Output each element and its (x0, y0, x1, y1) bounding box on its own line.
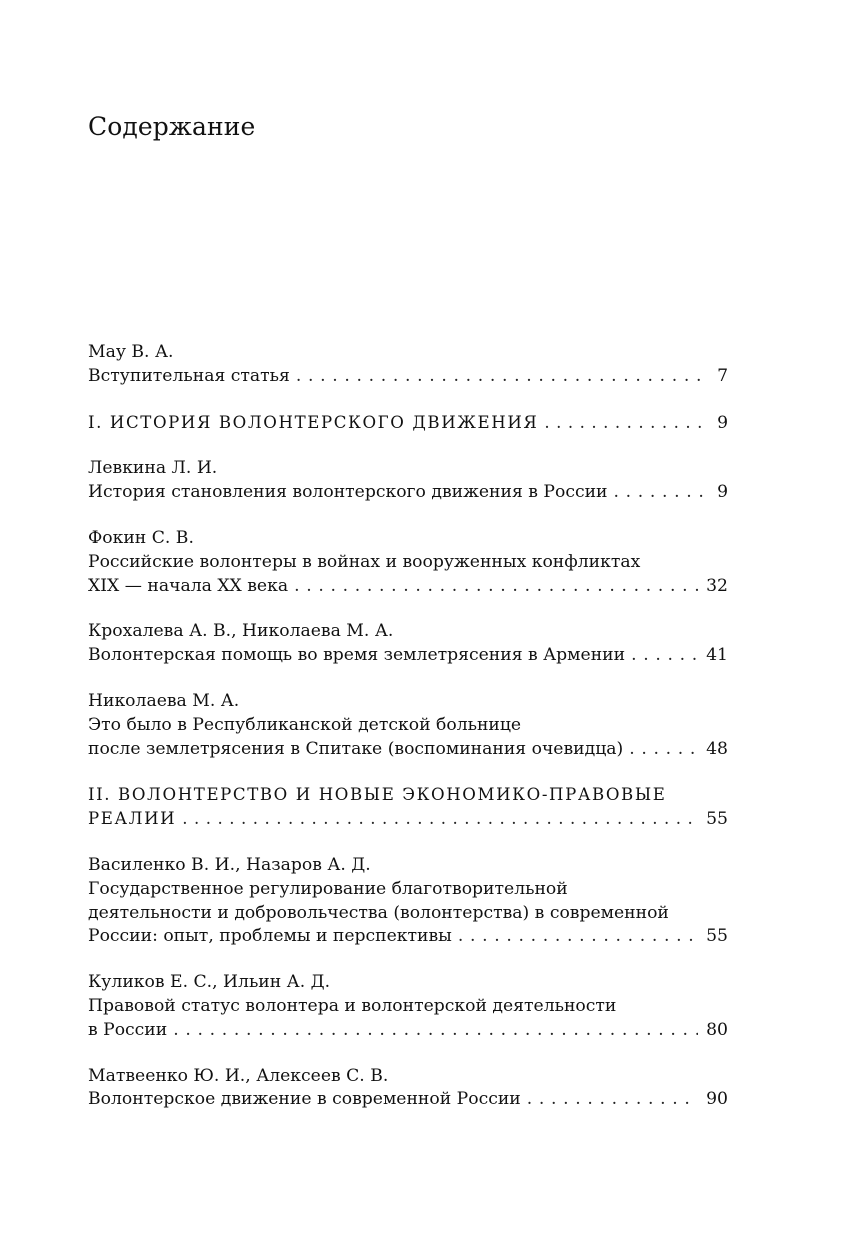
entry-author: Мау В. А. (88, 342, 174, 362)
dot-leader (176, 807, 698, 831)
entry-title-line[interactable] (88, 738, 728, 762)
toc-section (88, 783, 728, 832)
dot-leader (625, 644, 698, 668)
section-title-part: II. ВОЛОНТЕРСТВО И НОВЫЕ ЭКОНОМИКО-ПРАВОВЫЕ (88, 785, 667, 805)
toc-section (88, 411, 728, 436)
page-number: 32 (706, 575, 728, 596)
toc-entry (88, 971, 728, 1042)
entry-title-line[interactable] (88, 575, 728, 599)
entry-title-part: Это было в Республиканской детской больнице (88, 714, 522, 735)
section-title: РЕАЛИИ (88, 809, 177, 829)
entry-title-line[interactable] (88, 925, 728, 949)
entry-title-part: Государственное регулирование благотворительной (88, 878, 568, 899)
entry-title: Волонтерское движение в современной России (88, 1089, 521, 1110)
dot-leader (288, 575, 698, 599)
entry-title-part: Правовой статус волонтера и волонтерской деятельности (88, 995, 617, 1016)
entry-author: Левкина Л. И. (88, 458, 218, 479)
dot-leader (167, 1019, 698, 1043)
page-number: 55 (706, 926, 728, 947)
entry-title: Вступительная статья (88, 365, 290, 386)
section-title-line[interactable] (88, 411, 728, 436)
page-number: 41 (706, 645, 728, 666)
entry-author: Куликов Е. С., Ильин А. Д. (88, 972, 331, 993)
page-title: Содержание (88, 112, 256, 141)
entry-title: после землетрясения в Спитаке (воспоминания очевидца) (88, 738, 624, 759)
entry-title: XIX — начала XX века (88, 575, 289, 596)
entry-title-line[interactable] (88, 481, 728, 505)
toc-entry (88, 1065, 728, 1113)
toc-entry (88, 457, 728, 505)
entry-title: в России (88, 1019, 168, 1040)
dot-leader (608, 481, 707, 505)
page-number: 48 (706, 738, 728, 759)
entry-author: Василенко В. И., Назаров А. Д. (88, 854, 371, 875)
entry-title-line[interactable] (88, 1088, 728, 1112)
dot-leader (623, 738, 698, 762)
entry-title: История становления волонтерского движения в России (88, 482, 608, 503)
dot-leader (538, 411, 706, 435)
toc-entry (88, 854, 728, 949)
page-number: 80 (706, 1019, 728, 1040)
entry-title-line[interactable] (88, 1019, 728, 1043)
dot-leader (452, 925, 698, 949)
entry-title-line[interactable] (88, 365, 728, 389)
page-number: 90 (706, 1089, 728, 1110)
entry-author: Матвеенко Ю. И., Алексеев С. В. (88, 1065, 389, 1086)
entry-title-part: деятельности и добровольчества (волонтерства) в современной (88, 902, 669, 923)
page-number: 55 (706, 809, 728, 830)
section-title-line[interactable] (88, 807, 728, 832)
entry-author: Крохалева А. В., Николаева М. А. (88, 621, 394, 642)
page-number: 9 (717, 412, 728, 433)
entry-title-line[interactable] (88, 644, 728, 668)
toc-entry (88, 620, 728, 668)
table-of-contents (88, 341, 728, 1134)
entry-author: Николаева М. А. (88, 690, 240, 711)
page-number: 7 (717, 365, 728, 386)
entry-title: России: опыт, проблемы и перспективы (88, 926, 452, 947)
entry-title: Волонтерская помощь во время землетрясения в Армении (88, 645, 626, 666)
section-title: I. ИСТОРИЯ ВОЛОНТЕРСКОГО ДВИЖЕНИЯ (88, 412, 539, 432)
toc-entry (88, 690, 728, 761)
dot-leader (521, 1088, 698, 1112)
dot-leader (290, 365, 706, 389)
toc-entry (88, 527, 728, 598)
toc-entry (88, 341, 728, 389)
entry-title-part: Российские волонтеры в войнах и вооруженных конфликтах (88, 551, 641, 572)
page-number: 9 (717, 482, 728, 503)
entry-author: Фокин С. В. (88, 527, 194, 548)
